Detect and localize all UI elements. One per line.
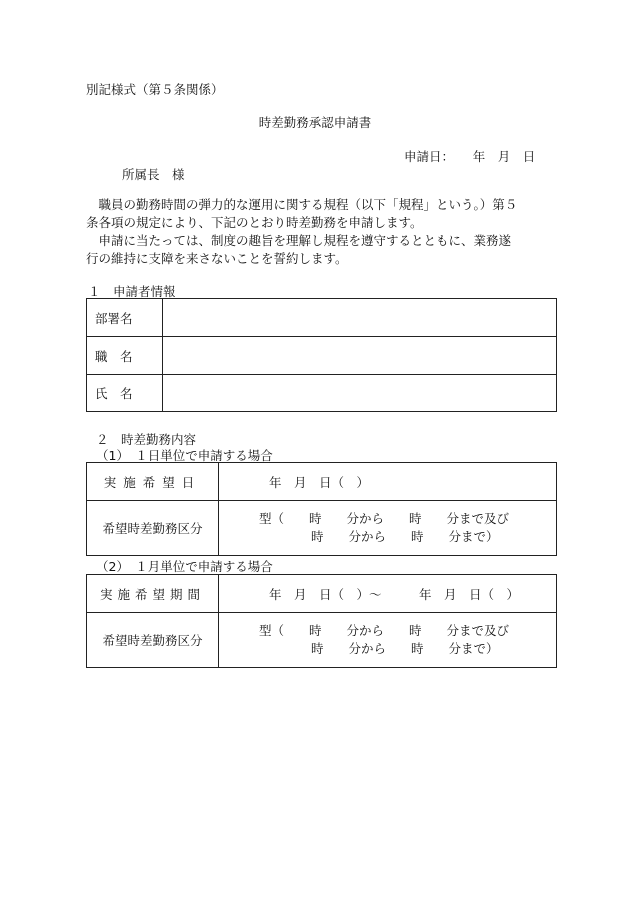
- addressee: 所属長 様: [122, 167, 185, 182]
- section1-heading: １ 申請者情報: [88, 284, 176, 299]
- section2-heading: ２ 時差勤務内容: [96, 432, 197, 447]
- body-text: [86, 196, 556, 268]
- application-date: 申請日： 年 月 日: [404, 149, 536, 164]
- work-type-label: 希望時差勤務区分: [87, 613, 219, 668]
- form-reference: 別記様式（第５条関係）: [86, 82, 224, 97]
- body-line: 行の維持に支障を来さないことを誓約します。: [86, 251, 348, 266]
- body-line: 申請に当たっては、制度の趣旨を理解し規程を遵守するとともに、業務遂: [86, 233, 512, 248]
- desired-period-label: 実施希望期間: [87, 575, 219, 613]
- applicant-info-table: [86, 298, 557, 412]
- table-row: [87, 501, 557, 556]
- document-title: 時差勤務承認申請書: [258, 115, 372, 130]
- work-type-field[interactable]: [219, 501, 557, 556]
- table-row: [87, 575, 557, 613]
- desired-date-label: 実施希望日: [87, 463, 219, 501]
- work-type-line2: 時 分から 時 分まで）: [311, 529, 499, 544]
- work-type-line2: 時 分から 時 分まで）: [311, 641, 499, 656]
- name-label: 氏 名: [87, 375, 163, 412]
- department-field[interactable]: [163, 299, 557, 337]
- body-line: 職員の勤務時間の弾力的な運用に関する規程（以下「規程」という。）第５: [86, 197, 518, 212]
- position-field[interactable]: [163, 337, 557, 375]
- department-label: 部署名: [87, 299, 163, 337]
- table-row: [87, 299, 557, 337]
- daily-application-table: [86, 462, 557, 556]
- table-row: [87, 337, 557, 375]
- table-row: [87, 375, 557, 412]
- desired-date-value: 年 月 日（ ）: [269, 474, 370, 490]
- body-line: 条各項の規定により、下記のとおり時差勤務を申請します。: [86, 215, 423, 230]
- position-label: 職 名: [87, 337, 163, 375]
- work-type-field[interactable]: [219, 613, 557, 668]
- work-type-label: 希望時差勤務区分: [87, 501, 219, 556]
- name-field[interactable]: [163, 375, 557, 412]
- monthly-application-table: [86, 574, 557, 668]
- table-row: [87, 613, 557, 668]
- table-row: [87, 463, 557, 501]
- sub1-heading: （1） １日単位で申請する場合: [96, 448, 273, 463]
- work-type-line1: 型（ 時 分から 時 分まで及び: [259, 511, 510, 526]
- desired-period-value: 年 月 日（ ）～ 年 月 日（ ）: [269, 586, 520, 602]
- desired-period-field[interactable]: [219, 575, 557, 613]
- sub2-heading: （2） １月単位で申請する場合: [96, 559, 273, 574]
- desired-date-field[interactable]: [219, 463, 557, 501]
- work-type-line1: 型（ 時 分から 時 分まで及び: [259, 623, 510, 638]
